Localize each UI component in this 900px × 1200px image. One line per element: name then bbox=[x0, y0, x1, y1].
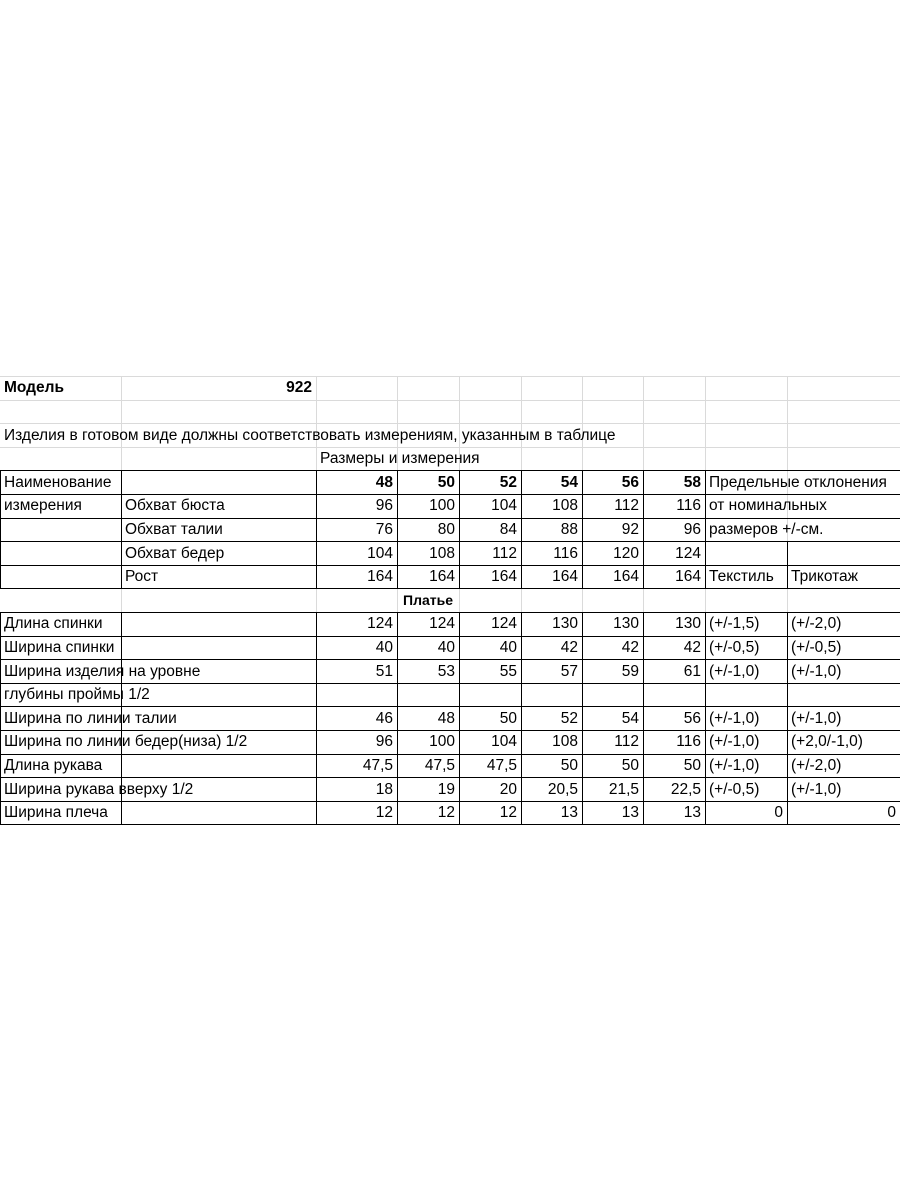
measurement-value: 108 bbox=[429, 544, 455, 562]
garment-value: 50 bbox=[560, 756, 578, 774]
measurement-value: 100 bbox=[429, 497, 455, 515]
border-line bbox=[0, 565, 1, 589]
header-name-label: измерения bbox=[4, 497, 82, 515]
garment-value: 20,5 bbox=[547, 780, 578, 798]
garment-measurement-name: Ширина изделия на уровне bbox=[4, 662, 201, 680]
measurement-value: 112 bbox=[614, 497, 639, 515]
measurement-name: Обхват бюста bbox=[125, 497, 225, 515]
garment-value: 55 bbox=[499, 662, 517, 680]
knit-tolerance: (+2,0/-1,0) bbox=[791, 733, 863, 751]
garment-value: 46 bbox=[375, 709, 393, 727]
garment-value: 19 bbox=[437, 780, 455, 798]
measurement-value: 96 bbox=[375, 497, 393, 515]
garment-value: 47,5 bbox=[424, 756, 455, 774]
measurement-value: 92 bbox=[621, 520, 639, 538]
garment-value: 13 bbox=[560, 804, 578, 822]
garment-value: 50 bbox=[621, 756, 639, 774]
measurement-value: 124 bbox=[675, 544, 701, 562]
measurement-value: 116 bbox=[553, 544, 578, 562]
garment-value: 54 bbox=[621, 709, 639, 727]
garment-value: 12 bbox=[375, 804, 393, 822]
measurement-value: 76 bbox=[375, 520, 393, 538]
measurement-name: Обхват талии bbox=[125, 520, 223, 538]
garment-value: 116 bbox=[676, 733, 701, 751]
garment-value: 40 bbox=[499, 638, 517, 656]
garment-value bbox=[582, 683, 643, 706]
garment-value: 96 bbox=[375, 733, 393, 751]
garment-value bbox=[521, 683, 582, 706]
garment-value: 130 bbox=[613, 615, 639, 633]
garment-value: 42 bbox=[560, 638, 578, 656]
border-line bbox=[0, 824, 900, 825]
size-header: 56 bbox=[621, 473, 639, 491]
model-number: 922 bbox=[286, 379, 312, 397]
textile-tolerance: (+/-0,5) bbox=[709, 780, 760, 798]
garment-value: 112 bbox=[614, 733, 639, 751]
garment-value: 40 bbox=[375, 638, 393, 656]
textile-tolerance: (+/-1,5) bbox=[709, 615, 760, 633]
garment-measurement-name: глубины проймы 1/2 bbox=[4, 686, 150, 704]
textile-tolerance: (+/-1,0) bbox=[709, 709, 760, 727]
measurement-value: 164 bbox=[491, 568, 517, 586]
dress-title: Платье bbox=[403, 591, 453, 608]
garment-value bbox=[459, 683, 521, 706]
measurement-name: Рост bbox=[125, 568, 159, 586]
garment-value: 124 bbox=[491, 615, 517, 633]
garment-value: 124 bbox=[367, 615, 393, 633]
garment-value: 61 bbox=[683, 662, 701, 680]
model-label: Модель bbox=[4, 379, 65, 397]
measurement-name: Обхват бедер bbox=[125, 544, 225, 562]
garment-value: 20 bbox=[499, 780, 517, 798]
measurement-value: 104 bbox=[367, 544, 393, 562]
knit-tolerance: 0 bbox=[887, 804, 896, 822]
knit-tolerance bbox=[787, 683, 900, 706]
garment-value: 21,5 bbox=[608, 780, 639, 798]
border-line bbox=[0, 518, 1, 542]
knit-tolerance: (+/-1,0) bbox=[791, 709, 842, 727]
measurement-value: 108 bbox=[552, 497, 578, 515]
garment-value: 50 bbox=[683, 756, 701, 774]
knit-tolerance: (+/-0,5) bbox=[791, 638, 842, 656]
spreadsheet bbox=[0, 376, 900, 826]
measurement-value: 96 bbox=[683, 520, 701, 538]
knit-label: Трикотаж bbox=[791, 568, 859, 586]
size-header: 52 bbox=[499, 473, 517, 491]
garment-value: 52 bbox=[560, 709, 578, 727]
garment-measurement-name: Длина спинки bbox=[4, 615, 103, 633]
garment-measurement-name: Ширина плеча bbox=[4, 804, 108, 822]
section-title: Размеры и измерения bbox=[320, 450, 480, 468]
garment-value: 13 bbox=[683, 804, 701, 822]
garment-value: 47,5 bbox=[486, 756, 517, 774]
garment-value: 53 bbox=[437, 662, 455, 680]
size-header: 54 bbox=[560, 473, 578, 491]
garment-value bbox=[643, 683, 705, 706]
measurement-value: 164 bbox=[429, 568, 455, 586]
border-line bbox=[705, 541, 706, 565]
knit-tolerance: (+/-2,0) bbox=[791, 756, 842, 774]
tolerance-label: Предельные отклонения bbox=[709, 473, 887, 491]
measurement-value: 164 bbox=[675, 568, 701, 586]
size-header: 48 bbox=[375, 473, 393, 491]
measurement-value: 116 bbox=[676, 497, 701, 515]
measurement-value: 104 bbox=[491, 497, 517, 515]
garment-value: 13 bbox=[621, 804, 639, 822]
textile-tolerance: (+/-1,0) bbox=[709, 756, 760, 774]
garment-value: 59 bbox=[621, 662, 639, 680]
garment-value: 48 bbox=[437, 709, 455, 727]
gridline bbox=[0, 400, 900, 401]
textile-tolerance: (+/-0,5) bbox=[709, 638, 760, 656]
garment-measurement-name: Ширина по линии талии bbox=[4, 709, 177, 727]
textile-tolerance: (+/-1,0) bbox=[709, 733, 760, 751]
garment-value: 50 bbox=[499, 709, 517, 727]
textile-tolerance bbox=[705, 683, 791, 706]
measurement-value: 164 bbox=[613, 568, 639, 586]
measurement-value: 80 bbox=[437, 520, 455, 538]
garment-value: 51 bbox=[375, 662, 393, 680]
garment-value bbox=[316, 683, 397, 706]
garment-value: 130 bbox=[552, 615, 578, 633]
tolerance-label: размеров +/-см. bbox=[709, 520, 824, 538]
garment-value: 56 bbox=[683, 709, 701, 727]
garment-value: 130 bbox=[675, 615, 701, 633]
textile-label: Текстиль bbox=[709, 568, 774, 586]
garment-value bbox=[397, 683, 459, 706]
garment-value: 124 bbox=[429, 615, 455, 633]
measurement-value: 120 bbox=[613, 544, 639, 562]
header-name-label: Наименование bbox=[4, 473, 112, 491]
garment-value: 42 bbox=[683, 638, 701, 656]
garment-value: 12 bbox=[499, 804, 517, 822]
garment-measurement-name: Ширина рукава вверху 1/2 bbox=[4, 780, 194, 798]
size-header: 58 bbox=[683, 473, 701, 491]
garment-value: 47,5 bbox=[362, 756, 393, 774]
garment-value: 42 bbox=[621, 638, 639, 656]
garment-value: 22,5 bbox=[670, 780, 701, 798]
garment-value: 108 bbox=[552, 733, 578, 751]
textile-tolerance: (+/-1,0) bbox=[709, 662, 760, 680]
textile-tolerance: 0 bbox=[774, 804, 783, 822]
knit-tolerance: (+/-1,0) bbox=[791, 662, 842, 680]
measurement-value: 164 bbox=[367, 568, 393, 586]
border-line bbox=[787, 541, 788, 565]
measurement-value: 84 bbox=[499, 520, 517, 538]
garment-measurement-name: Ширина спинки bbox=[4, 638, 115, 656]
tolerance-label: от номинальных bbox=[709, 497, 827, 515]
garment-value: 18 bbox=[375, 780, 393, 798]
garment-value: 100 bbox=[429, 733, 455, 751]
size-header: 50 bbox=[437, 473, 455, 491]
measurement-value: 112 bbox=[492, 544, 517, 562]
garment-value: 12 bbox=[437, 804, 455, 822]
border-line bbox=[0, 541, 1, 565]
knit-tolerance: (+/-1,0) bbox=[791, 780, 842, 798]
garment-measurement-name: Длина рукава bbox=[4, 756, 103, 774]
garment-value: 57 bbox=[560, 662, 578, 680]
measurement-value: 88 bbox=[560, 520, 578, 538]
knit-tolerance: (+/-2,0) bbox=[791, 615, 842, 633]
measurement-value: 164 bbox=[552, 568, 578, 586]
note-text: Изделия в готовом виде должны соответствовать измерениям, указанным в таблице bbox=[4, 426, 616, 444]
garment-measurement-name: Ширина по линии бедер(низа) 1/2 bbox=[4, 733, 248, 751]
garment-value: 40 bbox=[437, 638, 455, 656]
garment-value: 104 bbox=[491, 733, 517, 751]
